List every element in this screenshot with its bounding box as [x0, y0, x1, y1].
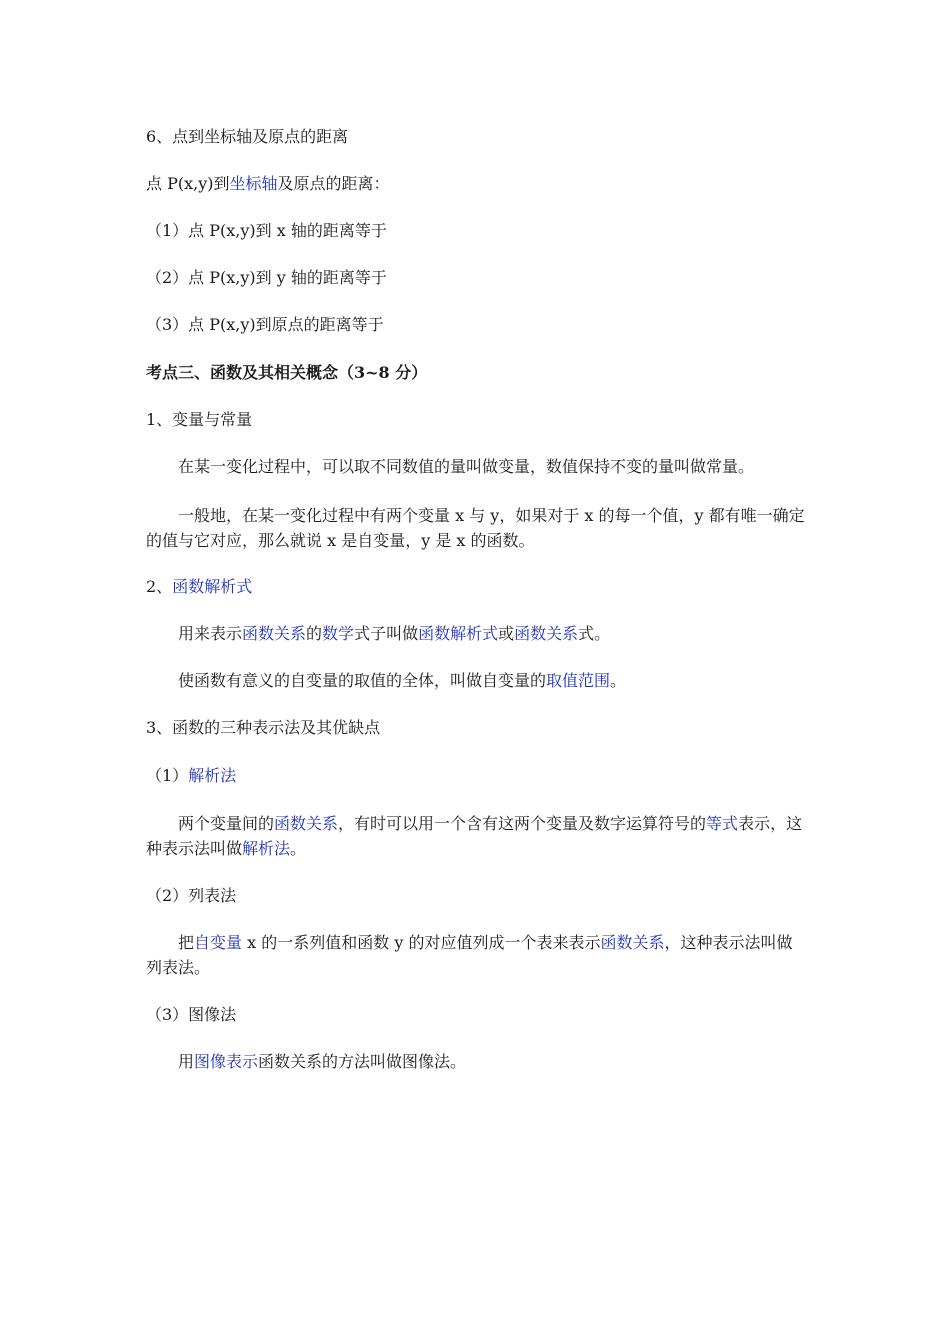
heading-function-expression: [146, 574, 808, 599]
text-fragment: 2、: [146, 577, 173, 596]
text-fragment: 函数关系的方法叫做图像法。: [258, 1052, 467, 1071]
paragraph-distance-intro: [146, 171, 808, 196]
list-item-y-axis-distance: [146, 265, 808, 290]
text-fragment: （3）点 P(x,y)到原点的距离等于: [146, 315, 384, 334]
text-fragment: 表示，这种表示法叫做: [146, 814, 803, 858]
text-fragment: 或: [498, 624, 515, 643]
list-item-origin-distance: [146, 312, 808, 337]
text-fragment: 1、变量与常量: [146, 410, 253, 429]
text-fragment: （1）: [146, 766, 189, 785]
text-fragment: ，这种表示法叫做列表法。: [146, 933, 793, 977]
paragraph-function-expression: [146, 621, 808, 646]
text-fragment: 一般地，在某一变化过程中有两个变量 x 与 y，如果对于 x 的每一个值，y 都有唯一确定的值与它对应，那么就说 x 是自变量，y 是 x 的函数。: [146, 506, 805, 550]
text-fragment: 3、函数的三种表示法及其优缺点: [146, 718, 381, 737]
paragraph-table-method: [146, 930, 808, 980]
paragraph-function-definition: [146, 503, 808, 553]
heading-distance-to-axes: [146, 124, 808, 149]
heading-three-representations: [146, 715, 808, 740]
paragraph-variable-definition: [146, 454, 808, 479]
text-fragment: 考点三、函数及其相关概念（3~8 分）: [146, 363, 428, 382]
text-fragment: （1）点 P(x,y)到 x 轴的距离等于: [146, 221, 387, 240]
text-fragment: 。: [610, 671, 627, 690]
glossary-link[interactable]: 函数关系: [242, 624, 307, 643]
text-fragment: 在某一变化过程中，可以取不同数值的量叫做变量，数值保持不变的量叫做常量。: [178, 457, 755, 476]
glossary-link[interactable]: 图像表示: [194, 1052, 259, 1071]
text-fragment: 及原点的距离：: [277, 174, 390, 193]
glossary-link[interactable]: 数学: [322, 624, 355, 643]
text-fragment: 用: [178, 1052, 195, 1071]
glossary-link[interactable]: 解析法: [242, 839, 291, 858]
heading-analytic-method: [146, 763, 808, 788]
text-fragment: （3）图像法: [146, 1005, 237, 1024]
text-fragment: 式。: [578, 624, 611, 643]
text-fragment: 把: [178, 933, 195, 952]
heading-graph-method: [146, 1002, 808, 1027]
text-fragment: x 的一系列值和函数 y 的对应值列成一个表来表示: [242, 933, 601, 952]
glossary-link[interactable]: 函数关系: [274, 814, 339, 833]
text-fragment: 。: [290, 839, 307, 858]
glossary-link[interactable]: 解析法: [188, 766, 237, 785]
text-fragment: 使函数有意义的自变量的取值的全体，叫做自变量的: [178, 671, 547, 690]
section-heading-functions: [146, 360, 808, 385]
text-fragment: 点 P(x,y)到: [146, 174, 230, 193]
text-fragment: 6、点到坐标轴及原点的距离: [146, 127, 349, 146]
heading-variables-constants: [146, 407, 808, 432]
glossary-link[interactable]: 自变量: [194, 933, 243, 952]
text-fragment: 用来表示: [178, 624, 243, 643]
list-item-x-axis-distance: [146, 218, 808, 243]
heading-table-method: [146, 883, 808, 908]
glossary-link[interactable]: 函数关系: [514, 624, 579, 643]
text-fragment: 的: [306, 624, 323, 643]
glossary-link[interactable]: 函数解析式: [172, 577, 253, 596]
text-fragment: （2）列表法: [146, 886, 237, 905]
glossary-link[interactable]: 函数解析式: [418, 624, 499, 643]
glossary-link[interactable]: 函数关系: [600, 933, 665, 952]
text-fragment: 两个变量间的: [178, 814, 275, 833]
text-fragment: 式子叫做: [354, 624, 419, 643]
text-fragment: ，有时可以用一个含有这两个变量及数字运算符号的: [338, 814, 707, 833]
text-fragment: （2）点 P(x,y)到 y 轴的距离等于: [146, 268, 387, 287]
glossary-link[interactable]: 取值范围: [546, 671, 611, 690]
paragraph-graph-method: [146, 1049, 808, 1074]
glossary-link[interactable]: 坐标轴: [229, 174, 278, 193]
paragraph-analytic-method: [146, 811, 808, 861]
paragraph-domain: [146, 668, 808, 693]
glossary-link[interactable]: 等式: [706, 814, 739, 833]
